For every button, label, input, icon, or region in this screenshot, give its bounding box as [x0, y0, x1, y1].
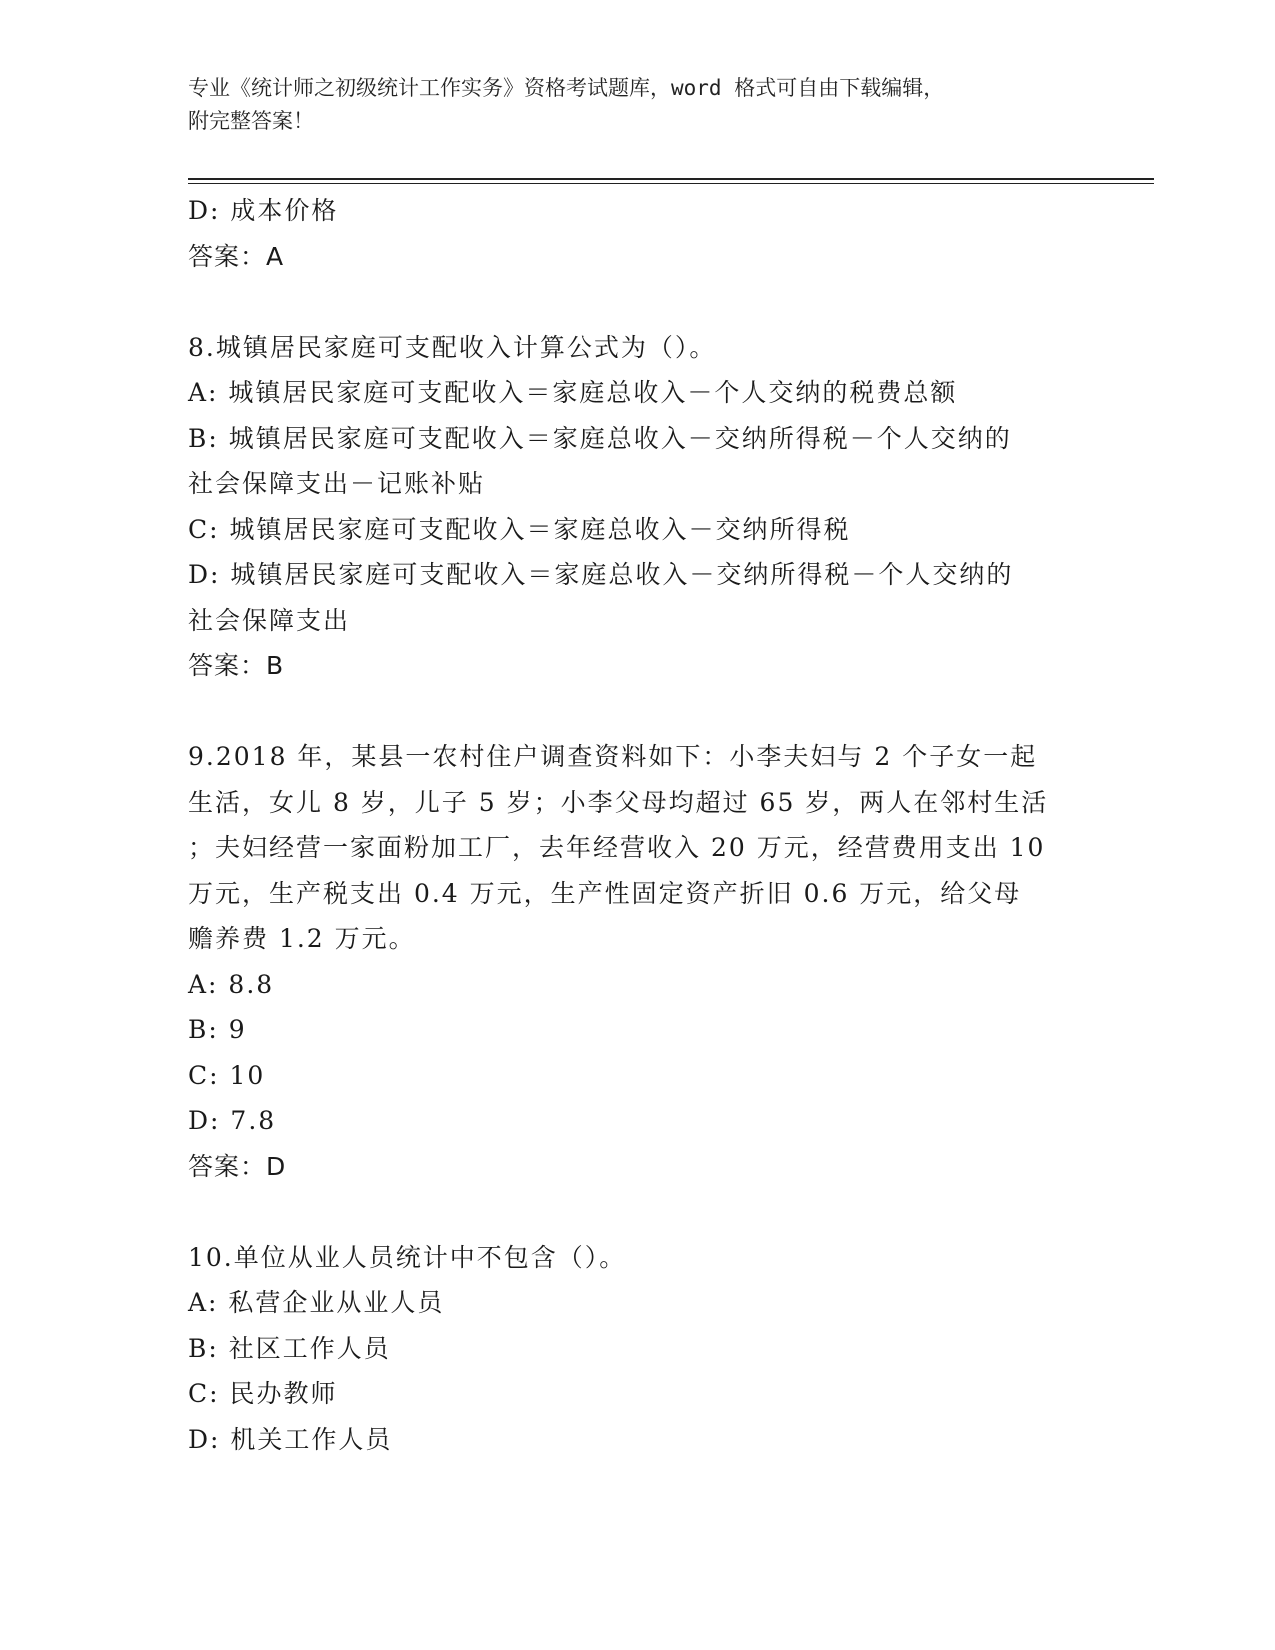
question-block	[188, 188, 1088, 279]
question-text-line: B: 9	[188, 1015, 247, 1044]
question-text-line: D: 机关工作人员	[188, 1424, 393, 1454]
header-divider-thick	[188, 178, 1154, 180]
question-text-line: C: 城镇居民家庭可支配收入＝家庭总收入－交纳所得税	[188, 514, 851, 544]
block-spacer	[188, 1189, 1088, 1235]
question-text-line: ；夫妇经营一家面粉加工厂，去年经营收入 20 万元，经营费用支出 10	[188, 833, 1046, 862]
question-text-line: A: 城镇居民家庭可支配收入＝家庭总收入－个人交纳的税费总额	[188, 378, 958, 407]
question-text-line: A: 8.8	[188, 969, 275, 999]
question-content	[188, 188, 1088, 1462]
question-text-line: B: 城镇居民家庭可支配收入＝家庭总收入－交纳所得税－个人交纳的	[188, 423, 1012, 453]
header-line-2: 附完整答案！	[188, 109, 314, 133]
question-text-line: 万元，生产税支出 0.4 万元，生产性固定资产折旧 0.6 万元，给父母	[188, 878, 1022, 908]
question-text-line: A: 私营企业从业人员	[188, 1288, 445, 1317]
question-block	[188, 734, 1088, 1189]
question-text-line: 社会保障支出	[188, 605, 351, 635]
question-text-line: 赡养费 1.2 万元。	[188, 924, 416, 953]
document-header	[188, 72, 1088, 138]
answer-line: 答案：D	[188, 1151, 287, 1181]
question-text-line: 社会保障支出－记账补贴	[188, 469, 486, 498]
question-text-line: D: 成本价格	[188, 196, 339, 225]
block-spacer	[188, 689, 1088, 735]
question-stem-line: 10.单位从业人员统计中不包含（）。	[188, 1242, 627, 1272]
question-text-line: C: 民办教师	[188, 1379, 338, 1408]
question-stem-line: 9.2018 年，某县一农村住户调查资料如下：小李夫妇与 2 个子女一起	[188, 742, 1038, 771]
question-block	[188, 1235, 1088, 1463]
question-text-line: 生活，女儿 8 岁，儿子 5 岁；小李父母均超过 65 岁，两人在邻村生活	[188, 787, 1049, 817]
question-text-line: B: 社区工作人员	[188, 1333, 391, 1363]
header-divider-thin	[188, 183, 1154, 184]
answer-line: 答案：A	[188, 241, 285, 271]
question-block	[188, 325, 1088, 689]
block-spacer	[188, 279, 1088, 325]
question-text-line: D: 城镇居民家庭可支配收入＝家庭总收入－交纳所得税－个人交纳的	[188, 560, 1014, 589]
question-text-line: C: 10	[188, 1060, 266, 1090]
question-text-line: D: 7.8	[188, 1106, 277, 1135]
answer-line: 答案：B	[188, 651, 285, 680]
header-line-1: 专业《统计师之初级统计工作实务》资格考试题库，word 格式可自由下载编辑，	[188, 76, 945, 100]
question-stem-line: 8.城镇居民家庭可支配收入计算公式为（）。	[188, 332, 717, 362]
